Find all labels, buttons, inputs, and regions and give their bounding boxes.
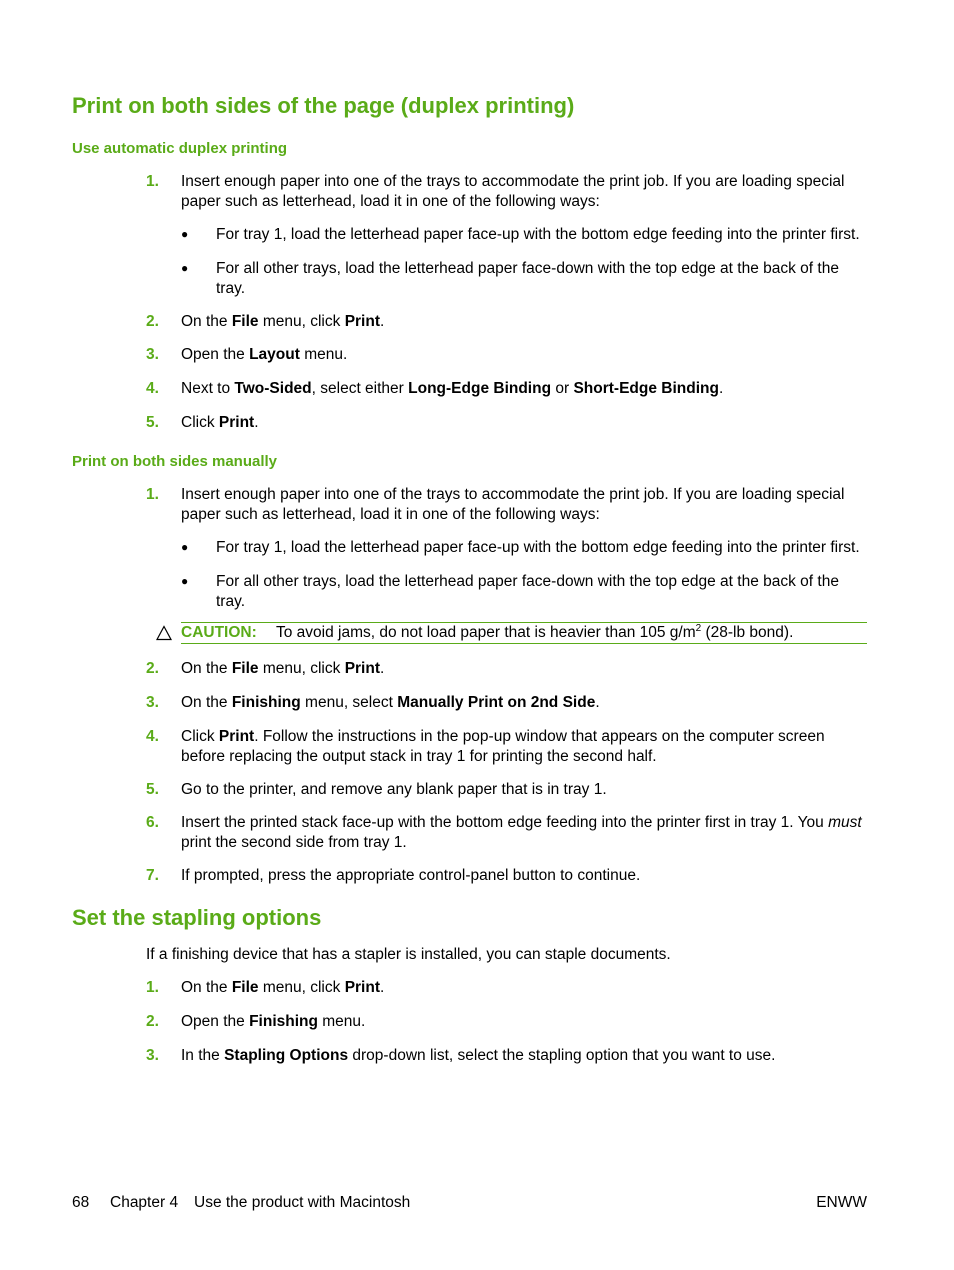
ui-term: File — [231, 979, 259, 996]
step-text: Go to the printer, and remove any blank paper that is in tray 1. — [181, 781, 607, 798]
footer-right-label: ENWW — [816, 1194, 867, 1211]
step-number: 1. — [146, 486, 159, 503]
ui-term: Print — [218, 728, 255, 745]
bullet-dot-icon: ● — [181, 261, 189, 275]
caution-text — [276, 623, 793, 643]
step-number: 7. — [146, 867, 159, 884]
step-text: Insert the printed stack face-up with the bottom edge feeding into the printer first in tray 1. You must print the second side from tray 1. — [181, 814, 862, 851]
ui-term: Two-Sided — [234, 380, 312, 397]
section-title-stapling: Set the stapling options — [72, 905, 322, 930]
step-number: 3. — [146, 694, 159, 711]
bullet-dot-icon: ● — [181, 574, 189, 588]
step-number: 2. — [146, 660, 159, 677]
bullet-text: For tray 1, load the letterhead paper face-up with the bottom edge feeding into the printer first. — [216, 539, 860, 556]
step-number: 2. — [146, 1013, 159, 1030]
ui-term: Long-Edge Binding — [408, 380, 552, 397]
ui-term: File — [231, 660, 259, 677]
step-text: Open the Layout menu. — [181, 346, 348, 363]
footer-chapter-title: Use the product with Macintosh — [194, 1194, 411, 1211]
step-number: 4. — [146, 380, 159, 397]
step-text: On the File menu, click Print. — [181, 979, 385, 996]
section-title-duplex: Print on both sides of the page (duplex printing) — [72, 93, 575, 118]
step-number: 3. — [146, 346, 159, 363]
caution-text-main: To avoid jams, do not load paper that is heavier than 105 g/m — [276, 624, 696, 641]
ui-term: Manually Print on 2nd Side — [397, 694, 596, 711]
step-text: If prompted, press the appropriate control-panel button to continue. — [181, 867, 641, 884]
step-text: Next to Two-Sided, select either Long-Edge Binding or Short-Edge Binding. — [181, 380, 724, 397]
ui-term: Print — [344, 313, 380, 330]
step-number: 5. — [146, 414, 159, 431]
ui-term: Layout — [249, 346, 300, 363]
subsection-title-manual-duplex: Print on both sides manually — [72, 453, 278, 470]
caution-label: CAUTION: — [181, 624, 257, 641]
step-number: 2. — [146, 313, 159, 330]
step-text: On the File menu, click Print. — [181, 313, 385, 330]
caution-triangle-icon — [156, 625, 172, 641]
step-text: Open the Finishing menu. — [181, 1013, 366, 1030]
step-text: Insert enough paper into one of the trays to accommodate the print job. If you are loading special paper such as letterhead, load it in one of the following ways: — [181, 173, 845, 210]
caution-superscript: 2 — [695, 622, 702, 634]
step-number: 1. — [146, 979, 159, 996]
footer-page-number: 68 — [72, 1194, 90, 1211]
ui-term: Finishing — [231, 694, 301, 711]
emphasis: must — [828, 814, 862, 831]
stapling-intro: If a finishing device that has a stapler is installed, you can staple documents. — [146, 946, 671, 963]
ui-term: File — [231, 313, 259, 330]
step-text: Click Print. Follow the instructions in the pop-up window that appears on the computer screen before replacing the output stack in tray 1 for printing the second half. — [181, 728, 825, 765]
caution-box — [181, 622, 867, 644]
subsection-title-automatic-duplex: Use automatic duplex printing — [72, 140, 288, 157]
step-text: In the Stapling Options drop-down list, select the stapling option that you want to use. — [181, 1047, 776, 1064]
bullet-dot-icon: ● — [181, 227, 189, 241]
ui-term: Short-Edge Binding — [573, 380, 719, 397]
step-number: 1. — [146, 173, 159, 190]
step-text: Click Print. — [181, 414, 259, 431]
ui-term: Stapling Options — [224, 1047, 349, 1064]
footer-chapter: Chapter 4 — [110, 1194, 179, 1211]
step-number: 3. — [146, 1047, 159, 1064]
caution-text-end: (28-lb bond). — [701, 624, 794, 641]
bullet-text: For tray 1, load the letterhead paper face-up with the bottom edge feeding into the printer first. — [216, 226, 860, 243]
ui-term: Print — [344, 979, 380, 996]
step-text: On the Finishing menu, select Manually Print on 2nd Side. — [181, 694, 600, 711]
ui-term: Print — [344, 660, 380, 677]
caution-note — [146, 622, 870, 644]
step-number: 5. — [146, 781, 159, 798]
step-text: On the File menu, click Print. — [181, 660, 385, 677]
step-number: 6. — [146, 814, 159, 831]
bullet-text: For all other trays, load the letterhead paper face-down with the top edge at the back of the tray. — [216, 573, 839, 610]
step-number: 4. — [146, 728, 159, 745]
bullet-dot-icon: ● — [181, 540, 189, 554]
ui-term: Print — [218, 414, 255, 431]
bullet-text: For all other trays, load the letterhead paper face-down with the top edge at the back of the tray. — [216, 260, 839, 297]
ui-term: Finishing — [249, 1013, 318, 1030]
step-text: Insert enough paper into one of the trays to accommodate the print job. If you are loading special paper such as letterhead, load it in one of the following ways: — [181, 486, 845, 523]
